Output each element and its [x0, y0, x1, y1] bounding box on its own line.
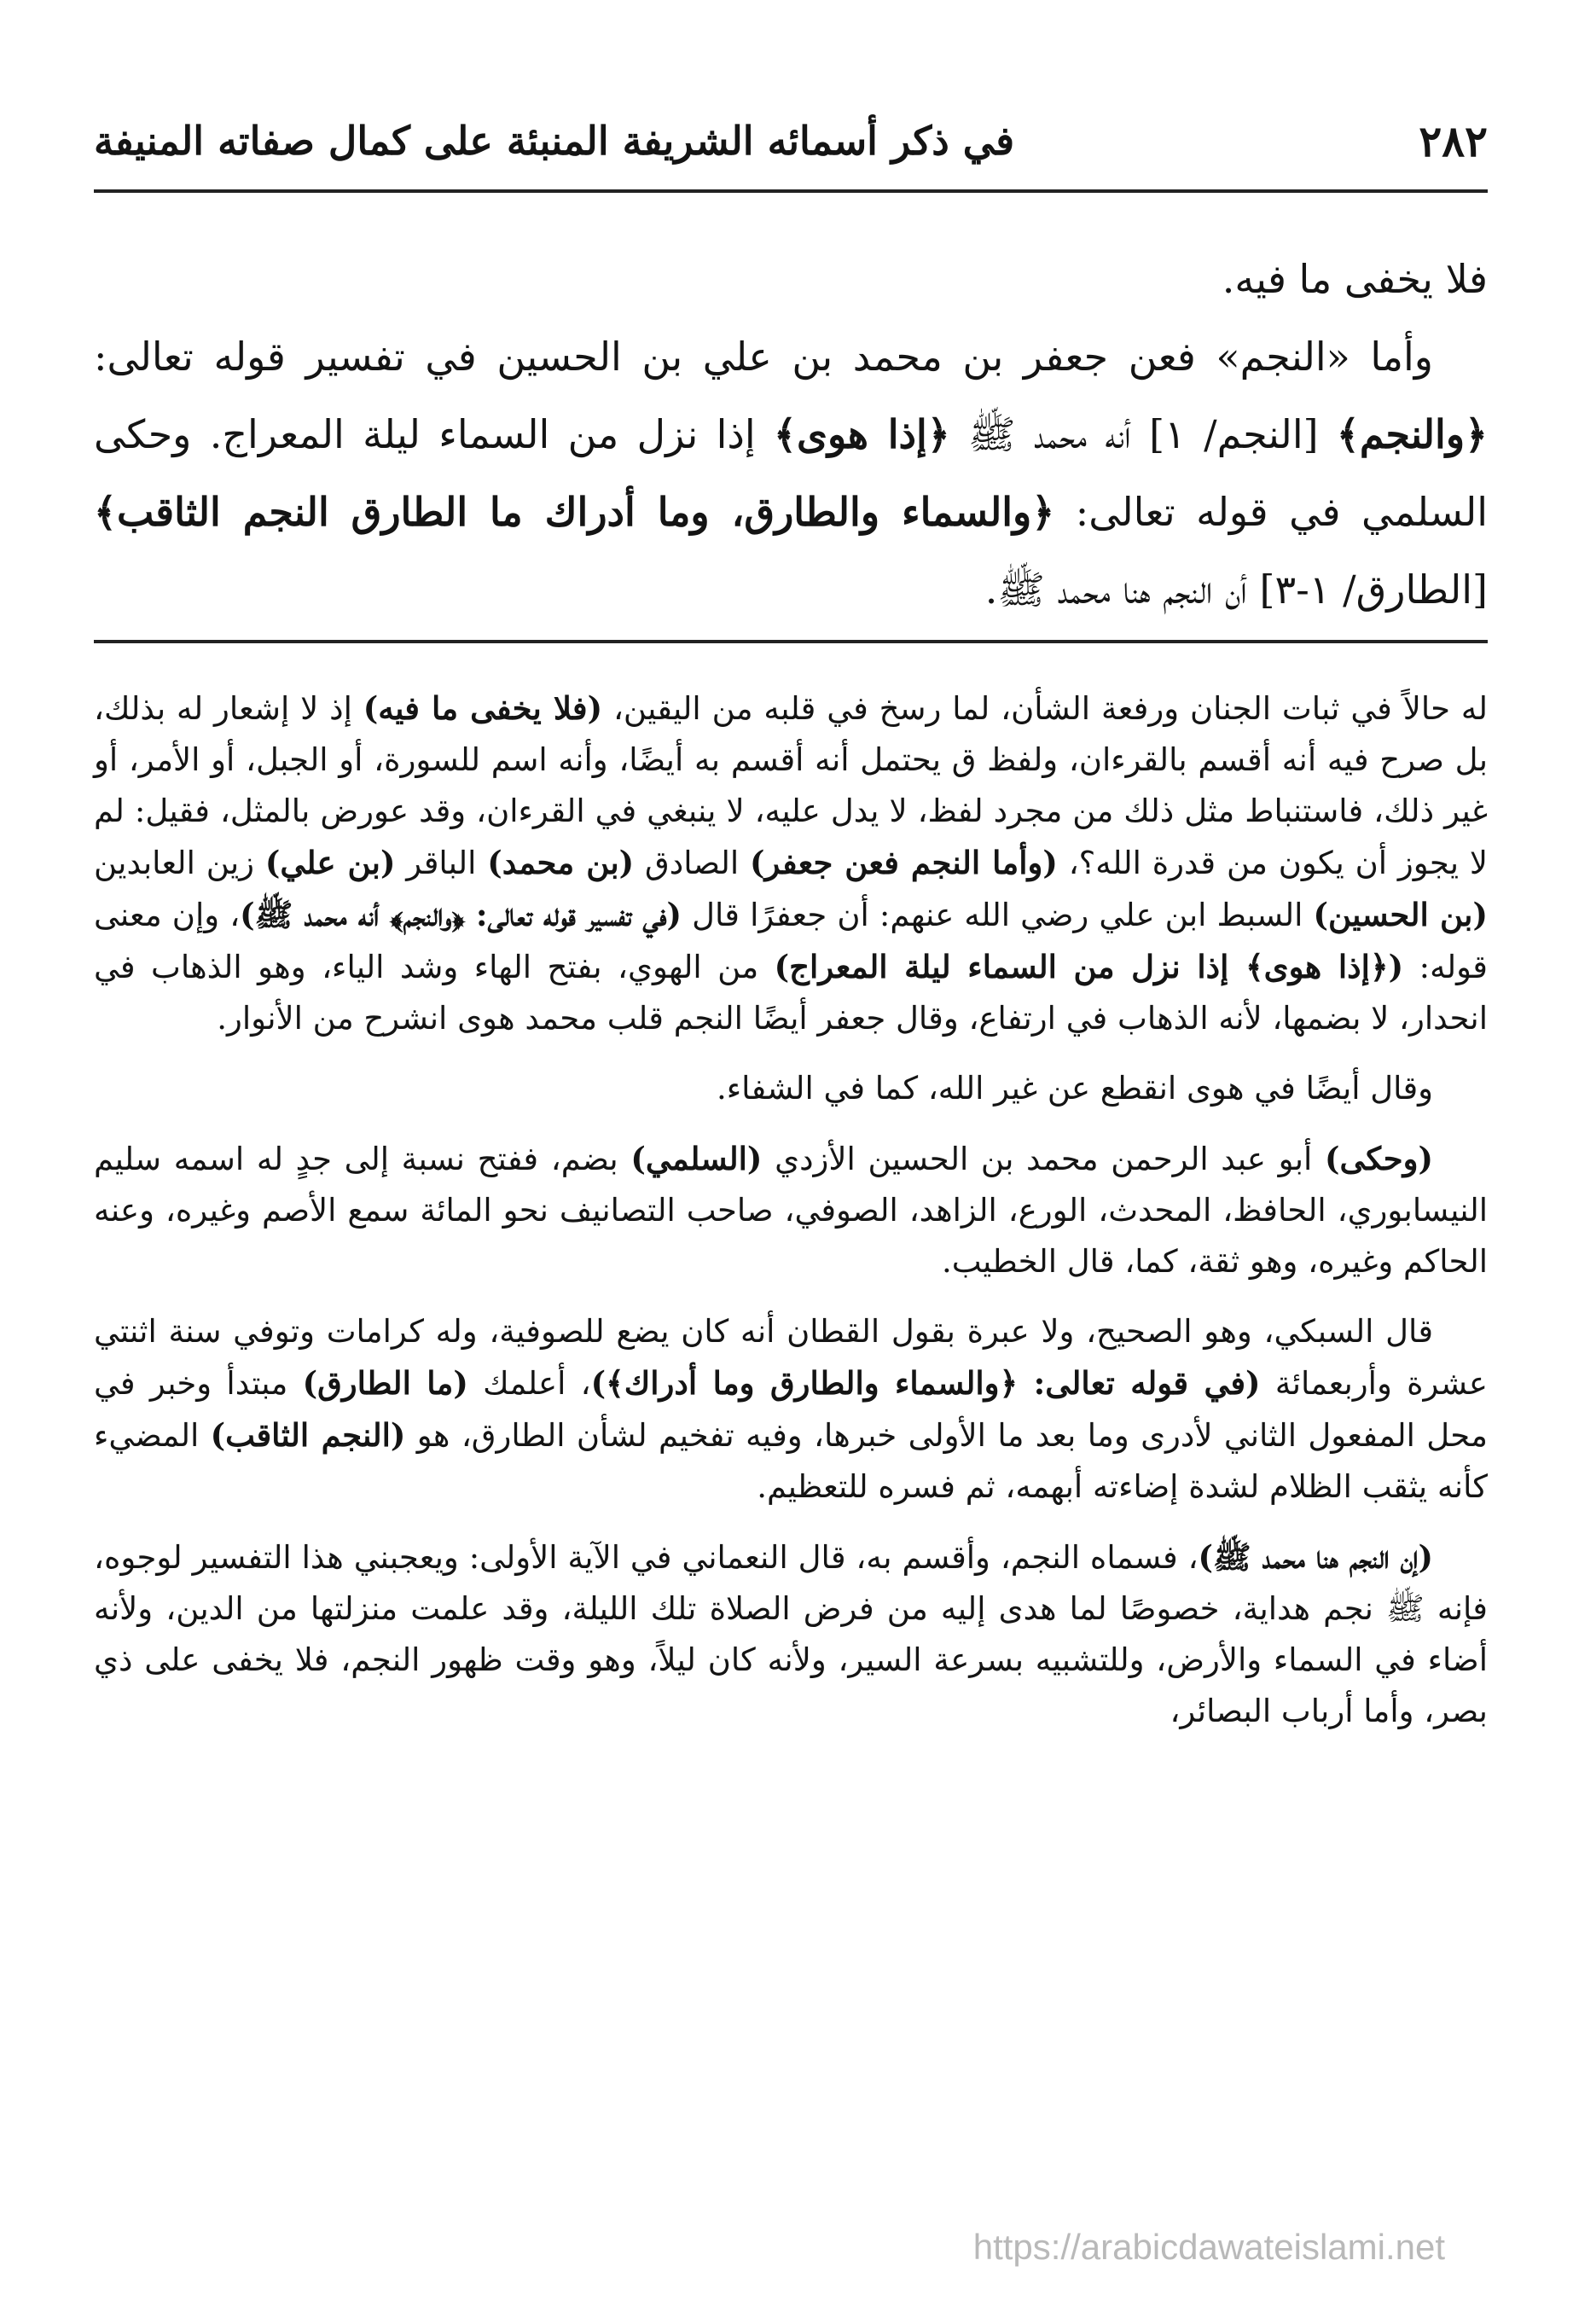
commentary-text: [94, 683, 1488, 1737]
page-number: ٢٨٢: [1419, 115, 1488, 166]
main-text-paragraph: وأما «النجم» فعن جعفر بن محمد بن علي بن الحسين في تفسير قوله تعالى: ﴿والنجم﴾ [النجم/ ١] أنه محمد ﷺ ﴿إذا هوى﴾ إذا نزل من السماء ليلة المعراج. وحكى السلمي في قوله تعالى: ﴿والسماء والطارق، وما أدراك ما الطارق النجم الثاقب﴾ [الطارق/ ١-٣] أن النجم هنا محمد ﷺ.: [94, 334, 1488, 613]
separator-rule: [94, 640, 1488, 643]
watermark-url: https://arabicdawateislami.net: [972, 2227, 1445, 2267]
quran-quote: ﴿والسماء والطارق، وما أدراك ما الطارق النجم الثاقب﴾: [94, 489, 1055, 535]
quran-quote: ﴿إذا هوى﴾: [773, 411, 950, 457]
commentary-paragraph: قال السبكي، وهو الصحيح، ولا عبرة بقول القطان أنه كان يضع للصوفية، وله كرامات وتوفي سنة اثنتي عشرة وأربعمائة (في قوله تعالى: ﴿والسماء والطارق وما أدراك﴾)، أعلمك (ما الطارق) مبتدأ وخبر في محل المفعول الثاني لأدرى وما بعد ما الأولى خبرها، وفيه تفخيم لشأن الطارق، هو (النجم الثاقب) المضيء كأنه يثقب الظلام لشدة إضاءته أبهمه، ثم فسره للتعظيم.: [94, 1313, 1488, 1505]
main-text: [94, 241, 1488, 629]
running-title: في ذكر أسمائه الشريفة المنبئة على كمال صفاته المنيفة: [94, 118, 1015, 164]
page-header: [94, 102, 1488, 179]
commentary-paragraph: (إن النجم هنا محمد ﷺ)، فسماه النجم، وأقسم به، قال النعماني في الآية الأولى: ويعجبني هذا التفسير لوجوه، فإنه ﷺ نجم هداية، خصوصًا لما هدى إليه من فرض الصلاة تلك الليلة، وقد علمت منزلتها من الدين، ولأنه أضاء في السماء والأرض، وللتشبيه بسرعة السير، ولأنه كان ليلاً، وهو وقت ظهور النجم، فلا يخفى على ذي بصر، وأما أرباب البصائر،: [94, 1538, 1488, 1729]
commentary-paragraph: (وحكى) أبو عبد الرحمن محمد بن الحسين الأزدي (السلمي) بضم، ففتح نسبة إلى جدٍ له اسمه سليم النيسابوري، الحافظ، المحدث، الورع، الزاهد، الصوفي، صاحب التصانيف نحو المائة سمع الأصم وغيره، وعنه الحاكم وغيره، وهو ثقة، كما، قال الخطيب.: [94, 1140, 1488, 1280]
commentary-paragraph: له حالاً في ثبات الجنان ورفعة الشأن، لما رسخ في قلبه من اليقين، (فلا يخفى ما فيه) إذ لا إشعار له بذلك، بل صرح فيه أنه أقسم بالقرءان، ولفظ ق يحتمل أنه أقسم به أيضًا، وأنه اسم للسورة، أو الجبل، أو الأمر، أو غير ذلك، فاستنباط مثل ذلك من مجرد لفظ، لا يدل عليه، لا ينبغي في القرءان، وقد عورض بالمثل، فقيل: لم لا يجوز أن يكون من قدرة الله؟، (وأما النجم فعن جعفر) الصادق (بن محمد) الباقر (بن علي) زين العابدين (بن الحسين) السبط ابن علي رضي الله عنهم: أن جعفرًا قال (في تفسير قوله تعالى: ﴿والنجم﴾ أنه محمد ﷺ)، وإن معنى قوله: (﴿إذا هوى﴾ إذا نزل من السماء ليلة المعراج) من الهوي، بفتح الهاء وشد الياء، وهو الذهاب في انحدار، لا بضمها، لأنه الذهاب في ارتفاع، وقال جعفر أيضًا النجم قلب محمد هوى انشرح من الأنوار.: [94, 689, 1488, 1037]
header-rule: [94, 189, 1488, 193]
commentary-paragraph: وقال أيضًا في هوى انقطع عن غير الله، كما في الشفاء.: [717, 1070, 1433, 1107]
quran-quote: ﴿والنجم﴾: [1336, 411, 1488, 457]
main-text-paragraph: فلا يخفى ما فيه.: [1222, 256, 1488, 302]
